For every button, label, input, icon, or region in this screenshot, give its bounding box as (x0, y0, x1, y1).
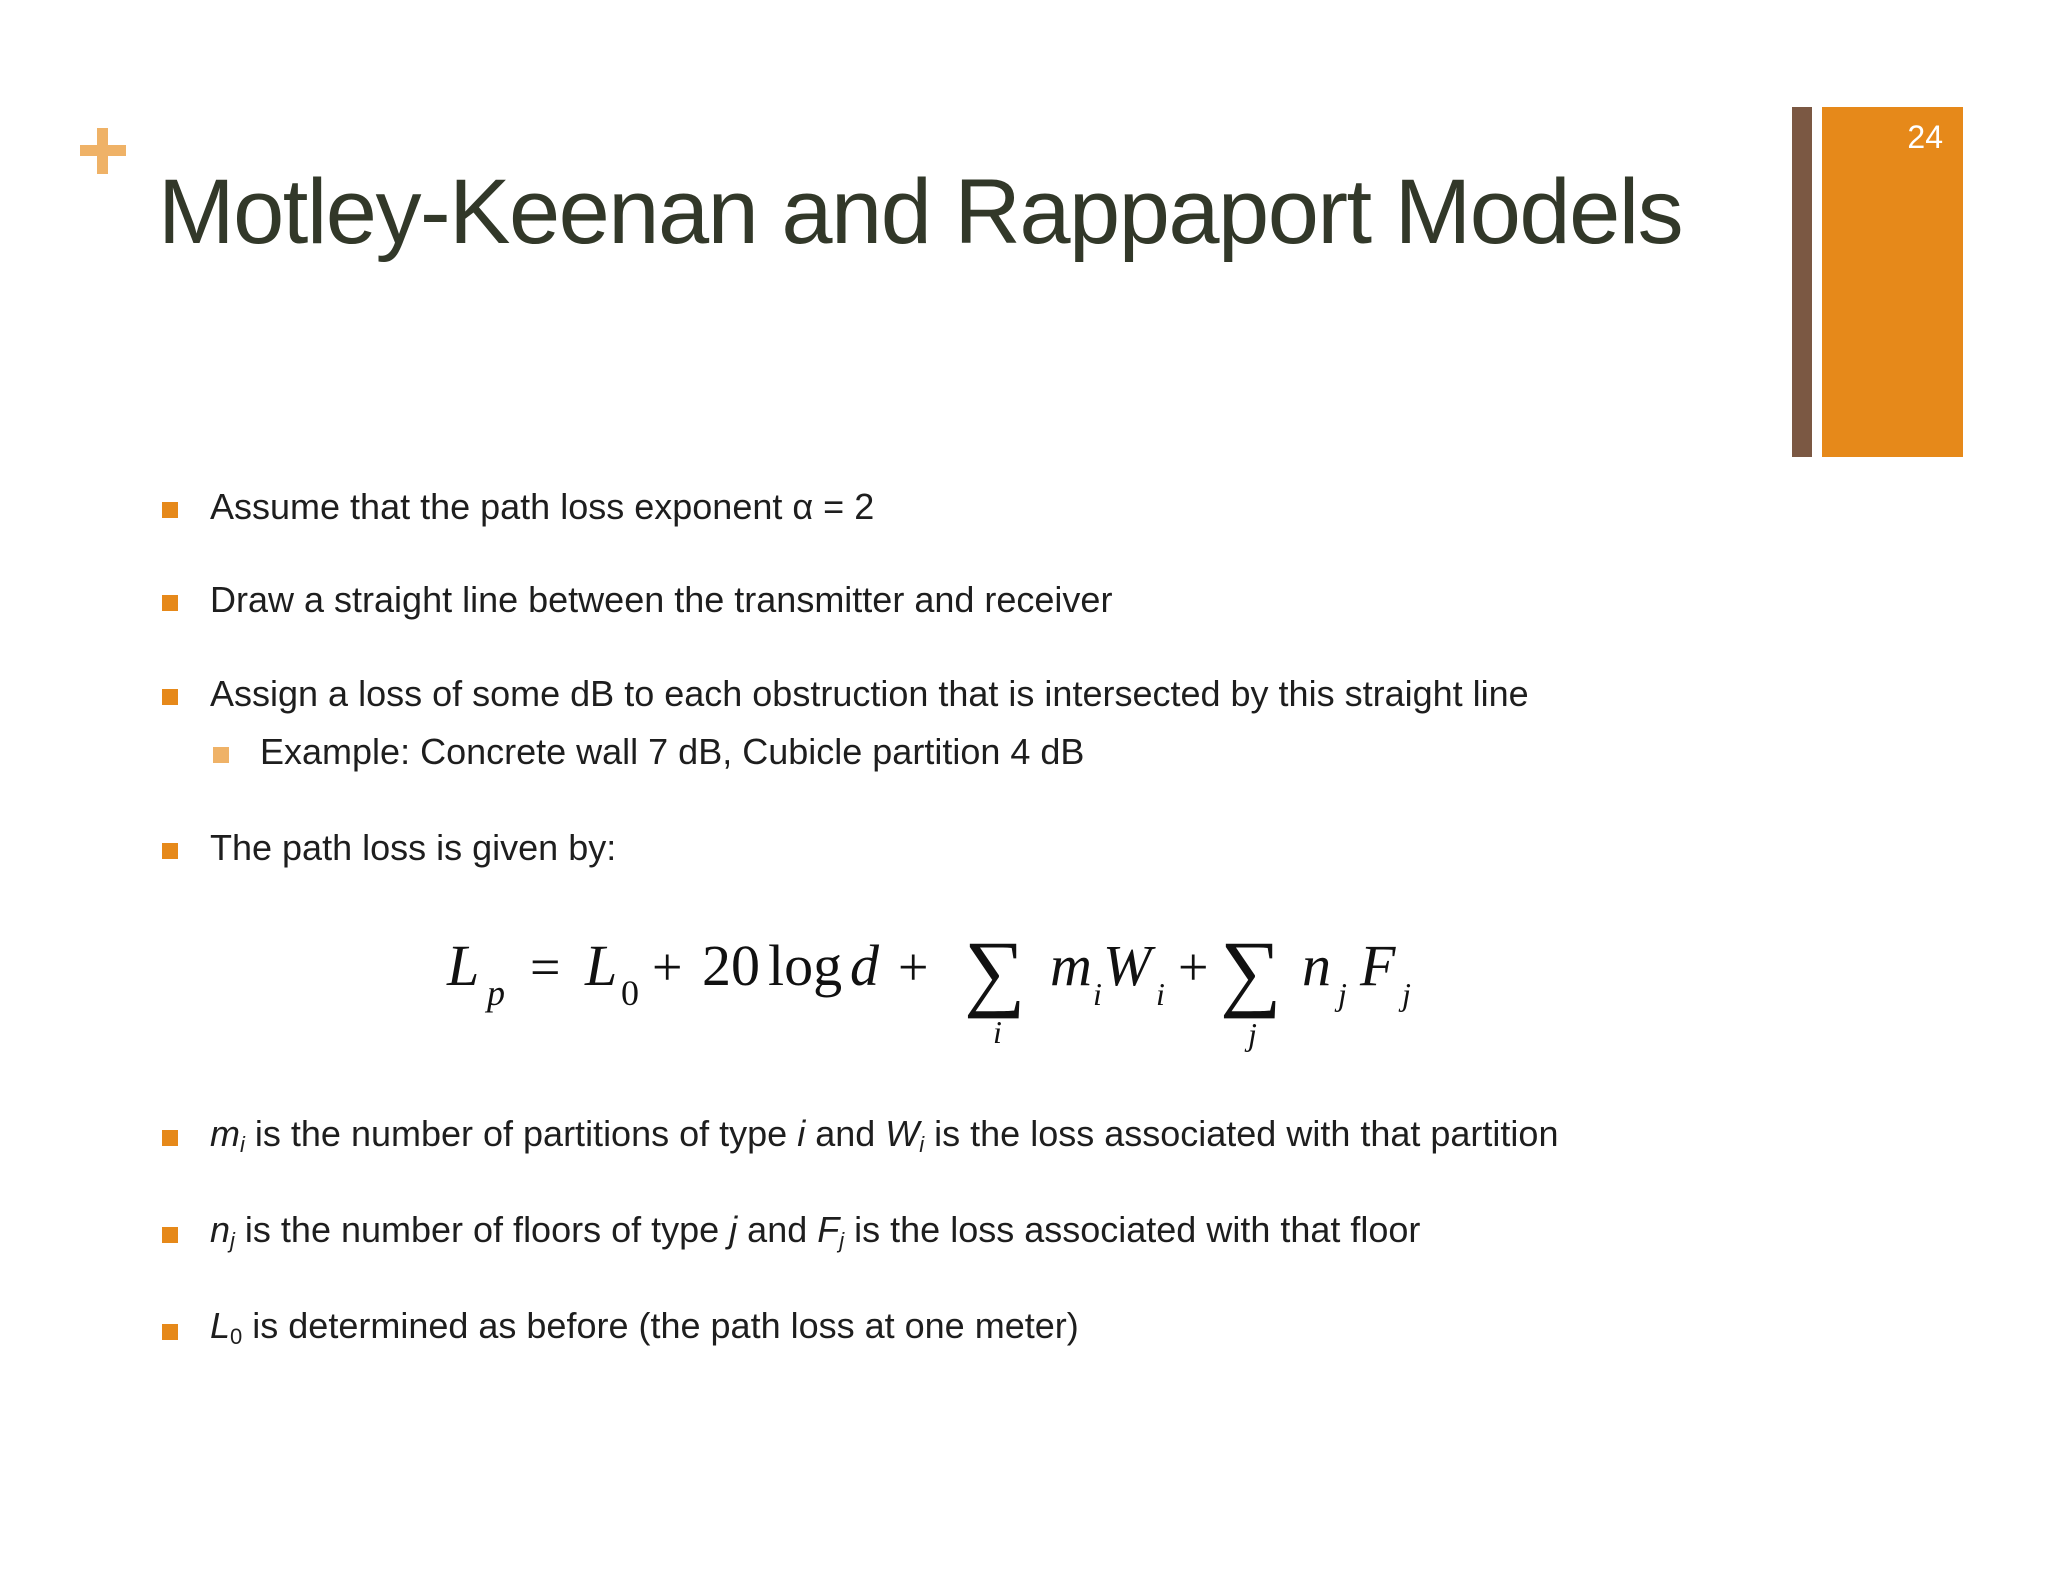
formula-n: n (1302, 933, 1331, 998)
slide-number: 24 (1907, 119, 1943, 155)
formula-L: L (447, 933, 480, 998)
sub-bullet-example: Example: Concrete wall 7 dB, Cubicle partition 4 dB (260, 731, 1085, 772)
slide-title: Motley-Keenan and Rappaport Models (158, 161, 1683, 263)
formula-d: d (850, 933, 879, 998)
formula-plus: + (898, 937, 929, 997)
sub-bullet-square-icon (213, 747, 229, 763)
bullet-square-icon (162, 689, 178, 705)
bullet-alpha-assumption: Assume that the path loss exponent α = 2 (210, 486, 875, 527)
bullet-partitions: $m_i$ is the number of partitions of type i and $W_i$ is the loss associated with that partition (210, 1113, 1559, 1157)
formula-twenty: 20 (702, 933, 760, 998)
accent-bar-brown (1792, 107, 1812, 457)
formula-sigma-i: ∑ (964, 923, 1026, 1019)
formula-m-subscript: i (1093, 976, 1102, 1012)
formula-F: F (1360, 933, 1396, 998)
formula-F-subscript: j (1402, 976, 1411, 1012)
accent-bar-orange (1822, 107, 1963, 457)
formula-W-subscript: i (1156, 976, 1165, 1012)
bullet-floors: $n_j$ is the number of floors of type j and $F_j$ is the loss associated with that floor (210, 1209, 1421, 1253)
formula-L0: L (585, 933, 618, 998)
bullet-square-icon (162, 1130, 178, 1146)
formula-m: m (1050, 933, 1092, 998)
bullet-square-icon (162, 595, 178, 611)
formula-p-subscript: p (487, 973, 505, 1013)
bullet-square-icon (162, 843, 178, 859)
formula-log: log (768, 933, 843, 998)
bullet-L0-determined: $L_0$ is determined as before (the path loss at one meter) (210, 1305, 1079, 1349)
formula-zero-subscript: 0 (621, 973, 639, 1013)
formula-W: W (1103, 933, 1152, 998)
bullet-straight-line: Draw a straight line between the transmitter and receiver (210, 579, 1113, 620)
plus-icon (80, 128, 126, 174)
bullet-path-loss-given: The path loss is given by: (210, 827, 617, 868)
bullet-square-icon (162, 1227, 178, 1243)
formula-sigma-j: ∑ (1220, 923, 1282, 1019)
path-loss-formula (440, 905, 1430, 1055)
bullet-assign-loss: Assign a loss of some dB to each obstruction that is intersected by this straight line (210, 673, 1529, 714)
formula-sigma-j-subscript: j (1248, 1016, 1257, 1052)
bullet-square-icon (162, 502, 178, 518)
bullet-square-icon (162, 1324, 178, 1340)
formula-equals: = (530, 937, 561, 997)
formula-n-subscript: j (1338, 976, 1347, 1012)
formula-plus: + (1178, 937, 1209, 997)
formula-sigma-i-subscript: i (993, 1014, 1002, 1050)
formula-plus: + (652, 937, 683, 997)
